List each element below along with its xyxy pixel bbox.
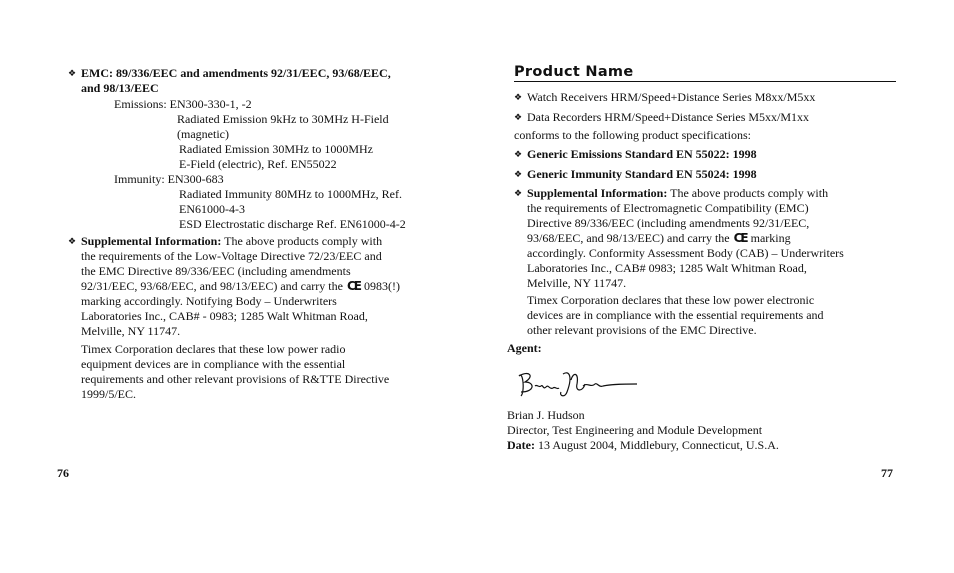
signer-name: Brian J. Hudson	[507, 408, 585, 422]
signer-block	[507, 408, 897, 453]
immunity-label: Immunity: EN300-683	[114, 172, 224, 186]
ce-mark-icon: CE	[346, 279, 360, 293]
emissions-details: Radiated Emission 9kHz to 30MHz H-Field (magnetic) Radiated Emission 30MHz to 1000MHz E-Field (electric), Ref. EN55022	[177, 112, 389, 171]
bullet-icon: ❖	[514, 92, 523, 102]
bullet-icon: ❖	[514, 169, 523, 179]
page-number-right: 77	[881, 466, 893, 480]
bullet-icon: ❖	[514, 149, 523, 159]
list-item: ❖ Watch Receivers HRM/Speed+Distance Series M8xx/M5xx	[514, 90, 816, 104]
emissions-label: Emissions: EN300-330-1, -2	[114, 97, 252, 111]
bullet-icon: ❖	[68, 236, 77, 246]
signature-image	[513, 362, 643, 404]
list-item: ❖ Generic Emissions Standard EN 55022: 1998	[514, 147, 757, 161]
immunity-details: Radiated Immunity 80MHz to 1000MHz, Ref. EN61000-4-3 ESD Electrostatic discharge Ref. EN61000-4-2	[179, 187, 406, 231]
page-number-left: 76	[57, 466, 69, 480]
list-item: ❖ Data Recorders HRM/Speed+Distance Series M5xx/M1xx	[514, 110, 810, 124]
standards-list	[514, 147, 897, 186]
ce-mark-icon: CE	[733, 231, 747, 245]
timex-declaration-left: Timex Corporation declares that these low power radio equipment devices are in compliance with the essential requirements and other relevant provisions of R&TTE Directive 1999/5/EC.	[81, 342, 390, 401]
timex-declaration-right: Timex Corporation declares that these low power electronic devices are in compliance with the essential requirements and other relevant provisions of the EMC Directive.	[527, 293, 824, 337]
bullet-icon: ❖	[514, 112, 523, 122]
signature-date: Date: 13 August 2004, Middlebury, Connecticut, U.S.A.	[507, 438, 779, 452]
bullet-icon: ❖	[514, 188, 523, 198]
emc-heading: EMC: 89/336/EEC and amendments 92/31/EEC, 93/68/EEC, and 98/13/EEC	[81, 66, 391, 95]
conforms-text: conforms to the following product specifications:	[514, 128, 751, 142]
bullet-icon: ❖	[68, 68, 77, 78]
list-item: ❖ Generic Immunity Standard EN 55024: 1998	[514, 167, 757, 181]
page-title: Product Name	[514, 64, 896, 82]
agent-label: Agent:	[507, 341, 542, 355]
product-list	[514, 90, 897, 128]
signer-title: Director, Test Engineering and Module Development	[507, 423, 763, 437]
